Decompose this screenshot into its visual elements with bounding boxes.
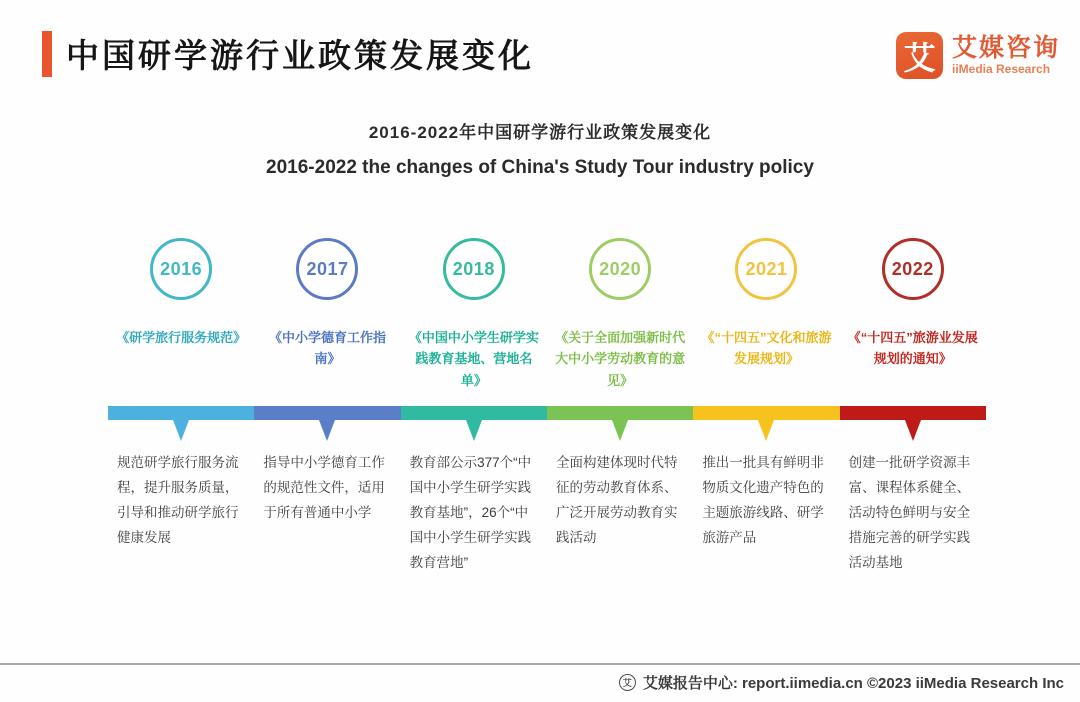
- policy-description: 教育部公示377个“中国中小学生研学实践教育基地”，26个“中国中小学生研学实践教育营地”: [409, 455, 532, 570]
- timeline-column-2021: [693, 238, 839, 576]
- year-circle: [296, 238, 358, 300]
- chart-title-cn: 2016-2022年中国研学游行业政策发展变化: [368, 123, 712, 142]
- footer: [619, 672, 1064, 693]
- timeline: [108, 238, 986, 576]
- timeline-column-2022: [840, 238, 986, 576]
- arrow-down-icon: [466, 420, 482, 441]
- timeline-bar-segment: [254, 406, 400, 420]
- policy-description: 全面构建体现时代特征的劳动教育体系、广泛开展劳动教育实践活动: [555, 455, 678, 545]
- logo-name-en: iiMedia Research: [951, 61, 1051, 76]
- policy-title: 《“十四五”文化和旅游发展规划》: [701, 330, 832, 367]
- year-label: 2020: [599, 258, 642, 279]
- header: [42, 30, 534, 77]
- arrow-down-icon: [905, 420, 921, 441]
- year-label: 2018: [452, 258, 495, 279]
- timeline-column-2018: [401, 238, 547, 576]
- year-label: 2022: [891, 258, 934, 279]
- logo-text: [952, 35, 1060, 76]
- year-label: 2017: [306, 258, 349, 279]
- year-label: 2021: [745, 258, 788, 279]
- arrow-down-icon: [758, 420, 774, 441]
- policy-title: 《关于全面加强新时代大中小学劳动教育的意见》: [555, 330, 686, 388]
- logo-name-cn: 艾媒咨询: [951, 34, 1060, 63]
- iimedia-logo: [896, 32, 1060, 79]
- policy-title: 《研学旅行服务规范》: [116, 330, 247, 345]
- page-title: 中国研学游行业政策发展变化: [66, 37, 534, 74]
- year-circle: [589, 238, 651, 300]
- iimedia-globe-icon: 艾: [619, 674, 636, 691]
- timeline-bar-segment: [108, 406, 254, 420]
- year-label: 2016: [160, 258, 203, 279]
- iimedia-logo-icon: 艾: [896, 32, 943, 79]
- timeline-bar-segment: [840, 406, 986, 420]
- chart-titles: [0, 118, 1080, 179]
- timeline-column-2020: [547, 238, 693, 576]
- timeline-column-2016: [108, 238, 254, 576]
- year-circle: [443, 238, 505, 300]
- policy-description: 推出一批具有鲜明非物质文化遗产特色的主题旅游线路、研学旅游产品: [702, 455, 824, 545]
- policy-title: 《中小学德育工作指南》: [268, 330, 386, 367]
- timeline-bar-segment: [693, 406, 839, 420]
- policy-description: 指导中小学德育工作的规范性文件，适用于所有普通中小学: [263, 455, 385, 520]
- timeline-column-2017: [254, 238, 400, 576]
- year-circle: [150, 238, 212, 300]
- policy-title: 《中国中小学生研学实践教育基地、营地名单》: [408, 330, 539, 388]
- timeline-bar-segment: [547, 406, 693, 420]
- year-circle: [735, 238, 797, 300]
- policy-title: 《“十四五”旅游业发展规划的通知》: [847, 330, 978, 367]
- footer-text: 艾媒报告中心: report.iimedia.cn ©2023 iiMedia Research Inc: [642, 675, 1064, 692]
- arrow-down-icon: [319, 420, 335, 441]
- chart-title-en: 2016-2022 the changes of China's Study Tour industry policy: [266, 157, 814, 178]
- year-circle: [882, 238, 944, 300]
- arrow-down-icon: [173, 420, 189, 441]
- policy-description: 创建一批研学资源丰富、课程体系健全、活动特色鲜明与安全措施完善的研学实践活动基地: [848, 455, 971, 570]
- accent-bar: [42, 31, 52, 77]
- timeline-bar-segment: [401, 406, 547, 420]
- policy-description: 规范研学旅行服务流程，提升服务质量，引导和推动研学旅行健康发展: [117, 455, 239, 545]
- footer-divider: [0, 663, 1080, 665]
- arrow-down-icon: [612, 420, 628, 441]
